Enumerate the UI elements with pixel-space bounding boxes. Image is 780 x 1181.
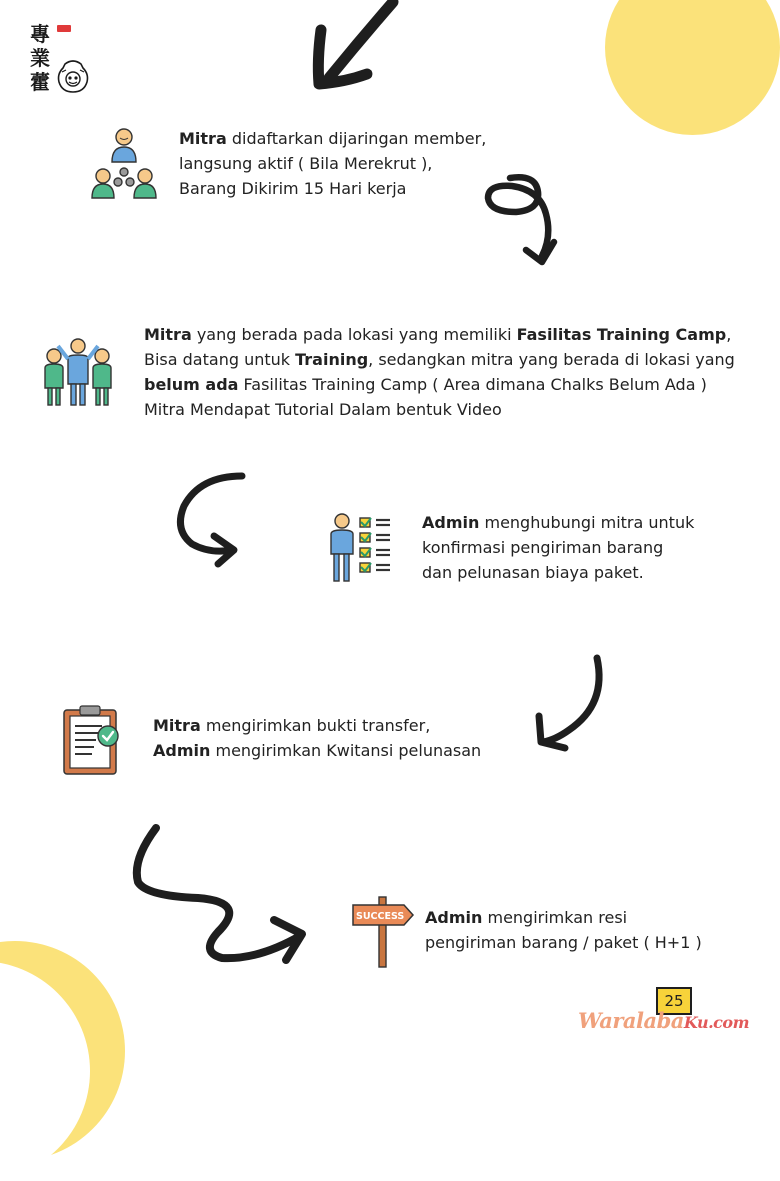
page-number: 25	[656, 987, 692, 1015]
network-people-icon	[90, 126, 158, 200]
decorative-yellow-circle-top-right	[605, 0, 780, 135]
step-5-text	[425, 905, 702, 955]
logo-chinese-characters	[30, 22, 54, 94]
step-5-line-2: pengiriman barang / paket ( H+1 )	[425, 933, 702, 952]
step-1-line-2: langsung aktif ( Bila Merekrut ),	[179, 154, 433, 173]
step-2-line-2: Bisa datang untuk Training, sedangkan mitra yang berada di lokasi yang	[144, 350, 735, 369]
step-1-line-3: Barang Dikirim 15 Hari kerja	[179, 179, 407, 198]
signpost-label: SUCCESS	[356, 911, 405, 922]
brand-suffix: Ku.com	[683, 1013, 750, 1032]
clipboard-check-icon	[62, 704, 124, 776]
step-3-line-2: konfirmasi pengiriman barang	[422, 538, 664, 557]
step-4-line-2: Admin mengirimkan Kwitansi pelunasan	[153, 741, 482, 760]
step-5-line-1: Admin mengirimkan resi	[425, 908, 628, 927]
person-checklist-icon	[328, 512, 394, 584]
logo-char: 藿	[30, 70, 50, 94]
arrow-curve-down-left-icon	[525, 652, 610, 757]
logo-char: 業	[30, 46, 50, 70]
brand-main: Waralaba	[578, 1008, 684, 1033]
step-2-line-4: Mitra Mendapat Tutorial Dalam bentuk Video	[144, 400, 502, 419]
step-4-line-1: Mitra mengirimkan bukti transfer,	[153, 716, 431, 735]
arrow-curve-right-icon	[170, 468, 250, 568]
step-2-text	[144, 322, 735, 422]
step-3-text	[422, 510, 694, 585]
step-1-text	[179, 126, 486, 201]
arrow-down-left-icon	[305, 0, 405, 95]
logo-char: 專	[30, 22, 50, 46]
step-3-line-3: dan pelunasan biaya paket.	[422, 563, 644, 582]
step-4-text	[153, 713, 481, 763]
step-2-line-1: Mitra yang berada pada lokasi yang memiliki Fasilitas Training Camp,	[144, 325, 732, 344]
brand-watermark	[578, 1008, 749, 1033]
logo-jar-icon	[56, 58, 90, 94]
success-signpost-icon	[350, 895, 416, 969]
arrow-squiggle-right-icon	[128, 820, 318, 975]
team-group-icon	[42, 338, 114, 408]
arrow-loop-down-icon	[478, 170, 568, 270]
step-3-line-1: Admin menghubungi mitra untuk	[422, 513, 695, 532]
logo-red-tag	[57, 25, 71, 32]
step-2-line-3: belum ada Fasilitas Training Camp ( Area dimana Chalks Belum Ada )	[144, 375, 707, 394]
step-1-line-1: Mitra didaftarkan dijaringan member,	[179, 129, 487, 148]
